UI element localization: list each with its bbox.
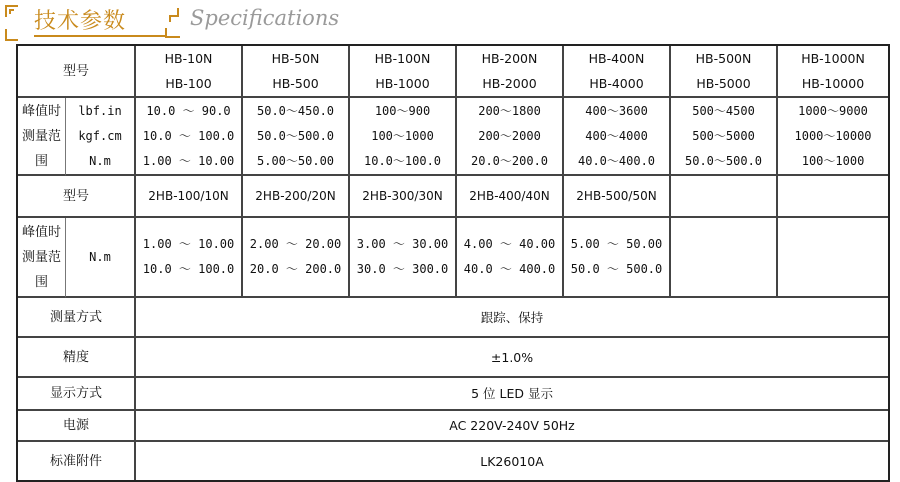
model-cell: HB-200N HB-2000 bbox=[457, 46, 564, 98]
value-display-mode: 5 位 LED 显示 bbox=[136, 378, 888, 411]
model-cell: 2HB-300/30N bbox=[350, 176, 457, 218]
unit-cell: lbf.in kgf.cm N.m bbox=[66, 98, 136, 176]
range-cell: 500～4500 500～5000 50.0～500.0 bbox=[671, 98, 778, 176]
value-accessory: LK26010A bbox=[480, 453, 544, 469]
value-accuracy: ±1.0% bbox=[136, 338, 888, 378]
range-cell: 50.0～450.0 50.0～500.0 5.00～50.00 bbox=[243, 98, 350, 176]
value-power: AC 220V-240V 50Hz bbox=[136, 411, 888, 442]
table-row bbox=[18, 378, 888, 411]
table-row bbox=[18, 442, 888, 480]
label-peak-range: 峰值时 测量范 围 bbox=[18, 218, 66, 298]
range-cell: 200～1800 200～2000 20.0～200.0 bbox=[457, 98, 564, 176]
range-cell: 3.00 ～ 30.00 30.0 ～ 300.0 bbox=[350, 218, 457, 298]
empty-cell bbox=[671, 176, 778, 218]
model-cell: HB-10N HB-100 bbox=[136, 46, 243, 98]
range-cell: 10.0 ～ 90.0 10.0 ～ 100.0 1.00 ～ 10.00 bbox=[136, 98, 243, 176]
section-header bbox=[0, 0, 900, 44]
table-row bbox=[18, 338, 888, 378]
table-row bbox=[18, 411, 888, 442]
model-cell: HB-500N HB-5000 bbox=[671, 46, 778, 98]
model-cell: HB-1000N HB-10000 bbox=[778, 46, 888, 98]
label-peak-range: 峰值时 测量范 围 bbox=[18, 98, 66, 176]
table-row bbox=[18, 298, 888, 338]
label-accessory: 标准附件 bbox=[18, 442, 136, 480]
range-cell: 1.00 ～ 10.00 10.0 ～ 100.0 bbox=[136, 218, 243, 298]
label-model: 型号 bbox=[18, 176, 136, 218]
table-row bbox=[18, 98, 888, 176]
value-measure-mode: 跟踪、保持 bbox=[136, 298, 888, 338]
page-subtitle: Specifications bbox=[190, 6, 340, 30]
range-cell: 5.00 ～ 50.00 50.0 ～ 500.0 bbox=[564, 218, 671, 298]
label-display-mode: 显示方式 bbox=[18, 378, 136, 411]
model-cell: 2HB-200/20N bbox=[243, 176, 350, 218]
label-measure-mode: 测量方式 bbox=[18, 298, 136, 338]
table-row bbox=[18, 176, 888, 218]
label-power: 电源 bbox=[18, 411, 136, 442]
table-row bbox=[18, 218, 888, 298]
corner-ornament-icon bbox=[164, 6, 184, 40]
empty-cell bbox=[778, 176, 888, 218]
label-accuracy: 精度 bbox=[18, 338, 136, 378]
label-model: 型号 bbox=[18, 46, 136, 98]
table-row bbox=[18, 46, 888, 98]
unit-cell: N.m bbox=[66, 218, 136, 298]
model-cell: 2HB-500/50N bbox=[564, 176, 671, 218]
range-cell: 2.00 ～ 20.00 20.0 ～ 200.0 bbox=[243, 218, 350, 298]
title-underline bbox=[34, 35, 167, 37]
corner-ornament-icon bbox=[4, 3, 34, 43]
empty-cell bbox=[778, 218, 888, 298]
page-title: 技术参数 bbox=[34, 9, 127, 34]
model-cell: 2HB-100/10N bbox=[136, 176, 243, 218]
range-cell: 400～3600 400～4000 40.0～400.0 bbox=[564, 98, 671, 176]
range-cell: 100～900 100～1000 10.0～100.0 bbox=[350, 98, 457, 176]
spec-table bbox=[16, 44, 890, 482]
model-cell: HB-100N HB-1000 bbox=[350, 46, 457, 98]
model-cell: 2HB-400/40N bbox=[457, 176, 564, 218]
model-cell: HB-50N HB-500 bbox=[243, 46, 350, 98]
empty-cell bbox=[671, 218, 778, 298]
range-cell: 1000～9000 1000～10000 100～1000 bbox=[778, 98, 888, 176]
range-cell: 4.00 ～ 40.00 40.0 ～ 400.0 bbox=[457, 218, 564, 298]
model-cell: HB-400N HB-4000 bbox=[564, 46, 671, 98]
